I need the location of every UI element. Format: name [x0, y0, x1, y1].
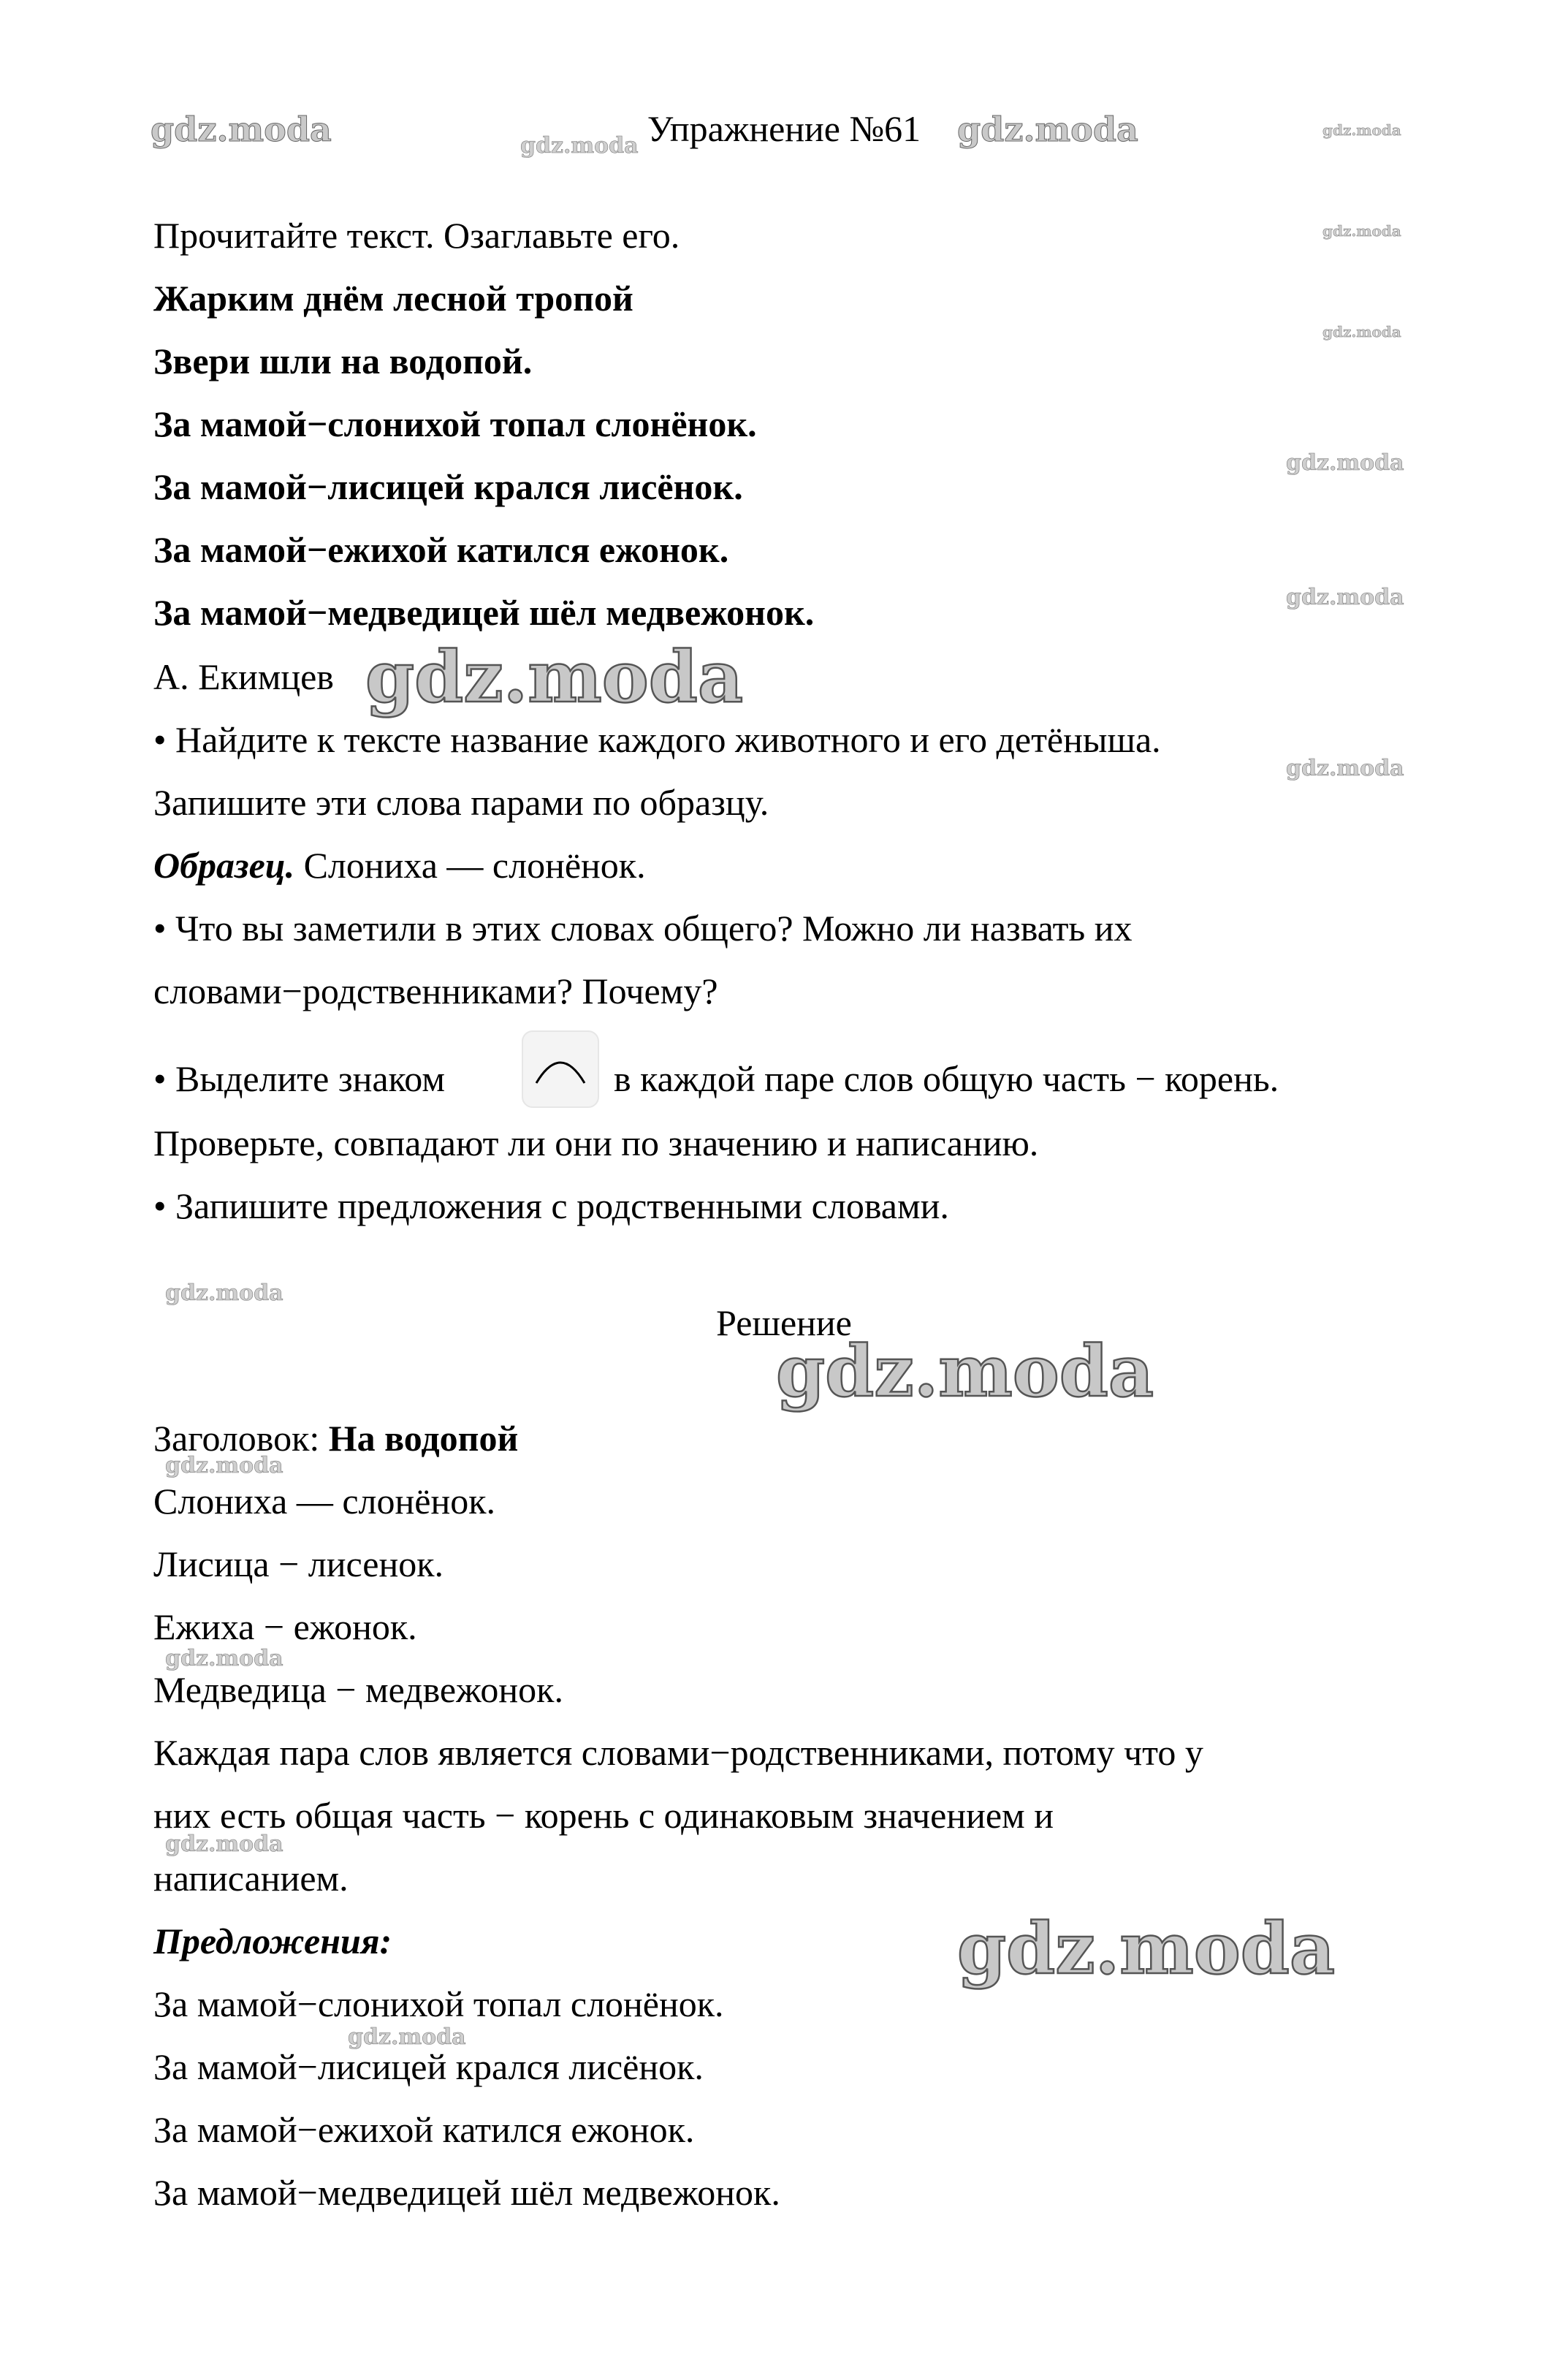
watermark: gdz.moda	[520, 133, 639, 159]
watermark: gdz.moda	[1286, 585, 1404, 610]
solution-title-value: На водопой	[328, 1418, 519, 1459]
question-3-line-2: Проверьте, совпадают ли они по значению и написанию.	[153, 1123, 1039, 1163]
watermark: gdz.moda	[1322, 323, 1401, 341]
poem-line: Жарким днём лесной тропой	[153, 278, 633, 319]
sentence-line: За мамой−слонихой топал слонёнок.	[153, 1983, 724, 2024]
watermark: gdz.moda	[957, 110, 1138, 149]
watermark: gdz.moda	[957, 1907, 1336, 1990]
solution-title-label: Заголовок:	[153, 1418, 329, 1459]
word-pair: Слониха — слонёнок.	[153, 1481, 495, 1522]
root-arc-icon	[520, 1029, 601, 1109]
watermark: gdz.moda	[365, 636, 744, 718]
watermark: gdz.moda	[165, 1453, 283, 1478]
sentence-line: За мамой−лисицей крался лисёнок.	[153, 2046, 704, 2087]
solution-heading: Решение	[716, 1302, 852, 1343]
exercise-title: Упражнение №61	[647, 108, 921, 149]
watermark: gdz.moda	[165, 1831, 283, 1857]
watermark: gdz.moda	[776, 1330, 1154, 1413]
word-pair: Ежиха − ежонок.	[153, 1606, 417, 1647]
explanation-line: Каждая пара слов является словами−родственниками, потому что у	[153, 1732, 1203, 1773]
sentence-line: За мамой−медведицей шёл медвежонок.	[153, 2172, 780, 2213]
watermark: gdz.moda	[151, 110, 332, 149]
watermark: gdz.moda	[1286, 450, 1404, 476]
question-1-line-2: Запишите эти слова парами по образцу.	[153, 782, 769, 823]
sample-text: Слониха — слонёнок.	[294, 845, 646, 886]
word-pair: Лисица − лисенок.	[153, 1543, 444, 1584]
poem-line: За мамой−лисицей крался лисёнок.	[153, 466, 743, 507]
explanation-line: них есть общая часть − корень с одинаковым значением и	[153, 1795, 1054, 1836]
sentences-label: Предложения:	[153, 1921, 392, 1961]
question-3-after: в каждой паре слов общую часть − корень.	[614, 1058, 1279, 1099]
poem-line: Звери шли на водопой.	[153, 341, 533, 381]
watermark: gdz.moda	[165, 1646, 283, 1671]
watermark: gdz.moda	[1286, 756, 1404, 781]
watermark: gdz.moda	[165, 1280, 283, 1306]
poem-author: А. Екимцев	[153, 656, 334, 697]
poem-line: За мамой−ежихой катился ежонок.	[153, 529, 729, 570]
poem-line: За мамой−слонихой топал слонёнок.	[153, 403, 757, 444]
question-3-line-1	[153, 1057, 445, 1101]
word-pair: Медведица − медвежонок.	[153, 1669, 563, 1710]
question-2-line-1: • Что вы заметили в этих словах общего? Можно ли назвать их	[153, 908, 1133, 949]
task-instruction: Прочитайте текст. Озаглавьте его.	[153, 215, 680, 256]
watermark: gdz.moda	[1322, 121, 1401, 139]
question-4: • Запишите предложения с родственными словами.	[153, 1185, 949, 1226]
watermark: gdz.moda	[348, 2024, 466, 2050]
question-1-line-1: • Найдите к тексте название каждого животного и его детёныша.	[153, 719, 1161, 760]
explanation-line: написанием.	[153, 1858, 349, 1899]
sample-label: Образец.	[153, 845, 295, 886]
sample-line	[153, 843, 646, 887]
question-2-line-2: словами−родственниками? Почему?	[153, 971, 718, 1011]
sentence-line: За мамой−ежихой катился ежонок.	[153, 2109, 695, 2150]
poem-line: За мамой−медведицей шёл медвежонок.	[153, 592, 815, 633]
question-3-before: • Выделите знаком	[153, 1058, 445, 1099]
watermark: gdz.moda	[1322, 222, 1401, 240]
